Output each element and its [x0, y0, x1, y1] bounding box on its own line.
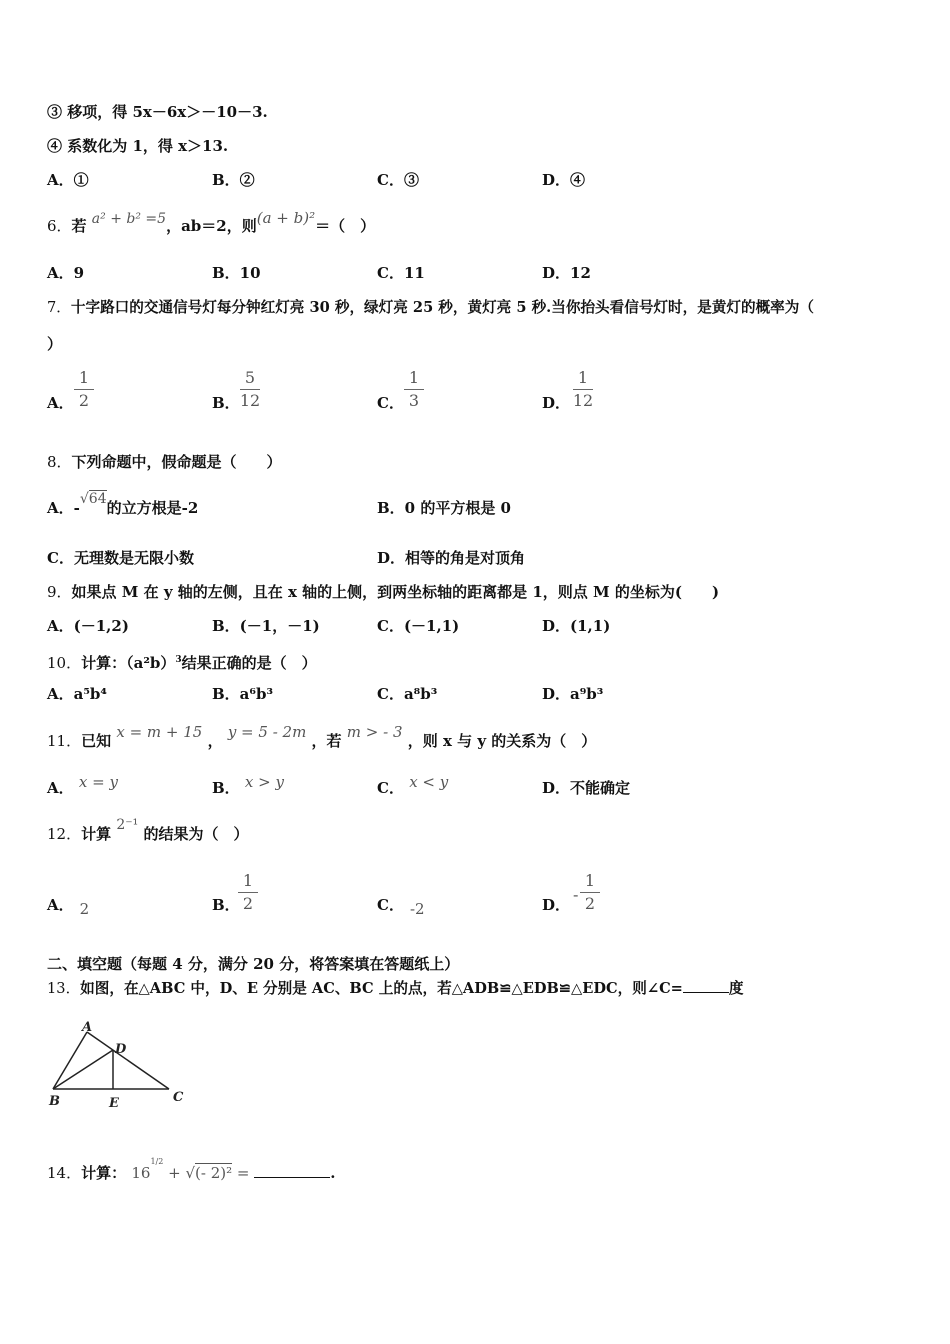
q9-option-c: C．(－1,1): [377, 617, 460, 635]
q10-stem: [47, 650, 317, 673]
side-ab: [53, 1032, 87, 1089]
q12-option-a-label: A．: [47, 896, 74, 914]
q8-stem: [47, 452, 282, 472]
q12-stem: [47, 817, 249, 845]
radicand: 64: [88, 491, 107, 507]
q10-option-a: A．a⁵b⁴: [47, 685, 107, 703]
q8-option-a: [47, 491, 199, 519]
q8-option-a-text: 的立方根是-2: [106, 499, 199, 517]
q10-text-a: 计算：（a²b）: [81, 654, 176, 672]
fraction-denominator: 12: [239, 391, 261, 410]
q6-text-b: ，ab＝2，则: [166, 217, 257, 235]
q9-option-a: A．(－1,2): [47, 617, 129, 635]
q5-step4: ④ 系数化为 1，得 x＞13.: [47, 137, 229, 155]
q10-option-c: C．a⁸b³: [377, 685, 438, 703]
q9-option-d: D．(1,1): [542, 617, 611, 635]
q9-number: 9．: [47, 583, 72, 601]
q9-stem: [47, 582, 719, 602]
q14-expression: $16^{1/2}$ + √(- 2)² =: [131, 1157, 250, 1182]
side-ac: [87, 1032, 169, 1089]
q13-triangle-figure: [45, 1017, 195, 1112]
q13-text: 如图，在△ABC 中，D、E 分别是 AC、BC 上的点，若△ADB≌△EDB≌△EDC，则∠C=: [80, 980, 683, 997]
q13-stem: [47, 979, 744, 999]
q12-text-a: 计算: [81, 825, 112, 843]
fraction-numerator: 1: [577, 368, 589, 387]
q8-option-b: B．0 的平方根是 0: [377, 499, 511, 517]
q10-option-b: B．a⁶b³: [212, 685, 274, 703]
fraction-numerator: 5: [244, 368, 256, 387]
q12-option-b-label: B．: [212, 896, 240, 914]
q6-equation-1: a² + b² =5: [91, 211, 167, 227]
q5-option-a: A．①: [47, 171, 89, 189]
q8-option-d: D．相等的角是对顶角: [377, 549, 526, 567]
q11-option-d: D．不能确定: [542, 779, 631, 797]
q7-text: 十字路口的交通信号灯每分钟红灯亮 30 秒，绿灯亮 25 秒，黄灯亮 5 秒.当你抬头看信号灯时，是黄灯的概率为（: [70, 299, 814, 316]
q14-exponent: 1/2: [150, 1157, 164, 1166]
vertex-label-e: E: [109, 1096, 119, 1111]
q8-option-c: C．无理数是无限小数: [47, 549, 194, 567]
q8-option-a-sqrt: √64: [79, 491, 107, 507]
q6-option-a: A．9: [47, 264, 85, 282]
q7-stem-end: ）: [47, 335, 63, 353]
q12-option-c-value: -2: [409, 900, 425, 918]
q8-number: 8．: [47, 453, 72, 471]
q11-text-b: ，若: [311, 732, 342, 750]
segment-bd: [53, 1050, 113, 1089]
q11-option-c-expr: x < y: [409, 773, 449, 791]
q12-option-c: [377, 895, 425, 918]
fraction-numerator: 1: [584, 871, 596, 890]
q14-base: 16: [131, 1164, 151, 1182]
q12-option-b-fraction: [236, 871, 260, 914]
q8-text: 下列命题中，假命题是（ ）: [71, 453, 282, 471]
fraction-denominator: 2: [78, 391, 90, 410]
section-heading-fill-in: 二、填空题（每题 4 分，满分 20 分，将答案填在答题纸上）: [47, 955, 460, 973]
q12-option-d-label: D．: [542, 896, 571, 914]
q11-option-a-label: A．: [47, 779, 74, 797]
q12-option-a: [47, 895, 90, 918]
q11-option-c-label: C．: [377, 779, 404, 797]
q6-text-c: ＝（ ）: [315, 217, 376, 235]
q9-option-b: B．(－1，－1): [212, 617, 320, 635]
q11-equation-2: y = 5 - 2m: [227, 723, 307, 741]
q11-option-c: [377, 773, 449, 798]
q7-option-b-fraction: [238, 368, 262, 411]
q11-number: 11．: [47, 732, 82, 750]
fraction-denominator: 2: [584, 894, 596, 913]
q14-text-a: 计算：: [81, 1164, 127, 1182]
vertex-label-a: A: [82, 1020, 93, 1035]
q12-option-d-fraction: [578, 871, 602, 914]
fraction-numerator: 1: [78, 368, 90, 387]
q6-option-c: C．11: [377, 264, 425, 282]
q7-stem: [47, 298, 814, 318]
q11-option-b-expr: x > y: [244, 773, 284, 791]
q14-stem: [47, 1157, 336, 1183]
fraction-numerator: 1: [242, 871, 254, 890]
q14-radicand: (- 2)²: [195, 1164, 233, 1182]
q8-option-a-label: A．-: [47, 499, 80, 517]
q14-equals: =: [236, 1164, 250, 1182]
q7-option-a-fraction: [72, 368, 96, 411]
q5-step3: ③ 移项，得 5x－6x＞－10－3.: [47, 103, 268, 121]
q7-option-b-label: B．: [212, 394, 240, 412]
q10-text-b: 结果正确的是（ ）: [181, 654, 317, 672]
q11-equation-1: x = m + 15: [116, 723, 203, 741]
q11-separator: ，: [207, 732, 223, 750]
q10-option-d: D．a⁹b³: [542, 685, 604, 703]
q12-option-d-sign: -: [573, 885, 579, 904]
q7-number: 7．: [47, 299, 71, 316]
q6-number: 6．: [47, 217, 72, 235]
q7-option-d-label: D．: [542, 394, 571, 412]
q7-option-a-label: A．: [47, 394, 74, 412]
q11-stem: [47, 723, 597, 751]
q6-stem: [47, 209, 376, 237]
q14-plus: +: [168, 1164, 181, 1182]
q10-exponent: 3: [175, 655, 182, 665]
vertex-label-c: C: [173, 1090, 184, 1105]
fraction-denominator: 2: [242, 894, 254, 913]
fraction-numerator: 1: [408, 368, 420, 387]
q14-answer-blank[interactable]: [254, 1177, 330, 1178]
q11-option-b-label: B．: [212, 779, 240, 797]
q12-option-c-label: C．: [377, 896, 404, 914]
q7-option-c-label: C．: [377, 394, 404, 412]
q6-equation-2: (a + b)²: [256, 209, 316, 227]
q7-option-c-fraction: [402, 368, 426, 411]
fraction-denominator: 3: [408, 391, 420, 410]
q13-answer-blank[interactable]: [683, 992, 729, 993]
q5-option-b: B．②: [212, 171, 255, 189]
q11-text-c: ，则 x 与 y 的关系为（ ）: [407, 732, 597, 750]
q5-option-d: D．④: [542, 171, 586, 189]
vertex-label-b: B: [49, 1094, 60, 1109]
q13-number: 13．: [47, 980, 81, 997]
q6-option-b: B．10: [212, 264, 261, 282]
q10-number: 10．: [47, 654, 82, 672]
q13-unit: 度: [728, 980, 744, 997]
q5-option-c: C．③: [377, 171, 419, 189]
q11-option-a-expr: x = y: [78, 773, 118, 791]
q11-option-a: [47, 773, 118, 798]
q11-option-b: [212, 773, 284, 798]
q6-text-a: 若: [71, 217, 87, 235]
q7-option-d-fraction: [571, 368, 595, 411]
q14-period: .: [330, 1164, 336, 1182]
q9-text: 如果点 M 在 y 轴的左侧，且在 x 轴的上侧，到两坐标轴的距离都是 1，则点 M 的坐标为( ): [71, 583, 720, 601]
q12-number: 12．: [47, 825, 82, 843]
fraction-denominator: 12: [572, 391, 594, 410]
q12-text-b: 的结果为（ ）: [143, 825, 249, 843]
q11-text-a: 已知: [81, 732, 112, 750]
q11-equation-3: m > - 3: [346, 723, 403, 741]
q14-number: 14．: [47, 1164, 82, 1182]
q12-expression: 2⁻¹: [116, 817, 139, 833]
vertex-label-d: D: [115, 1042, 127, 1057]
q12-option-a-value: 2: [79, 900, 90, 918]
q6-option-d: D．12: [542, 264, 591, 282]
